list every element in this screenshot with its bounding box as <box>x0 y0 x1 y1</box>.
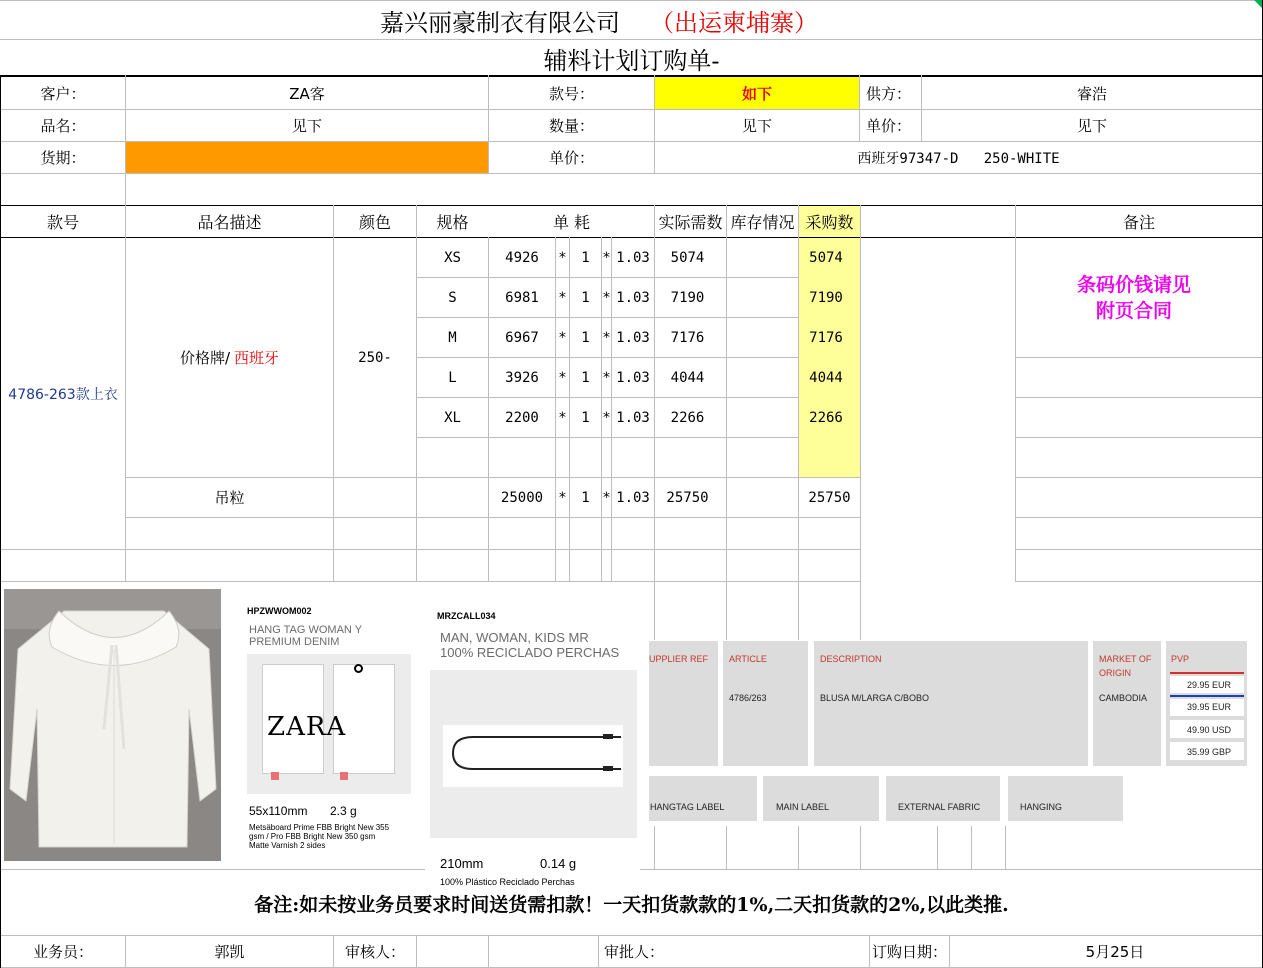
style-label: 款号： <box>548 84 594 103</box>
hanger-title-1: MAN, WOMAN, KIDS MR <box>440 630 589 645</box>
item2-need: 25750 <box>666 489 709 506</box>
item2-qty: 25000 <box>500 489 544 506</box>
style-no-value: 4786-263款上衣 <box>8 386 118 403</box>
hangtag-label-tag: HANGTAG LABEL <box>650 802 725 812</box>
pvp-red-line <box>1170 672 1244 674</box>
hanging-tag: HANGING <box>1020 802 1063 812</box>
item1-desc-market: 西班牙 <box>234 349 280 367</box>
row-mul1: * <box>558 409 567 426</box>
company-title <box>380 2 818 38</box>
item2-purchase: 25750 <box>808 489 851 506</box>
row-size: L <box>448 369 457 386</box>
hangtag-code: HPZWWOM002 <box>247 606 312 616</box>
row-need: 7176 <box>670 329 705 346</box>
qty-value: 见下 <box>741 117 772 135</box>
pvp-blue-line <box>1170 695 1244 697</box>
row-size: XS <box>444 249 461 266</box>
recycle-icon-2 <box>340 772 348 780</box>
order-date-label: 订购日期： <box>871 943 947 961</box>
pvp-label: PVP <box>1171 654 1190 664</box>
unit-price-value: 见下 <box>1076 117 1107 135</box>
row-qty: 6967 <box>505 329 539 346</box>
product-label: 品名： <box>40 117 86 135</box>
order-date-value: 5月25日 <box>1085 943 1145 961</box>
hangtag-spec-2: gsm / Pro FBB Bright New 350 gsm <box>249 832 376 841</box>
row-factor: 1.03 <box>616 369 650 386</box>
row-mul1: * <box>558 329 567 346</box>
sales-value: 郭凯 <box>214 943 245 961</box>
market-label-1: MARKET OF <box>1099 654 1152 664</box>
row-factor: 1.03 <box>616 329 650 346</box>
price-label-block <box>649 640 1249 826</box>
row-size: S <box>448 289 457 306</box>
hangtag-spec-3: Matte Varnish 2 sides <box>249 841 326 850</box>
hanger-title-2: 100% RECICLADO PERCHAS <box>440 645 620 660</box>
hanger-card <box>425 603 640 893</box>
row-unit: 1 <box>581 369 590 386</box>
row-mul2: * <box>602 409 611 426</box>
unit-price-label: 单价： <box>866 117 912 135</box>
hanger-size: 210mm <box>440 856 484 871</box>
remark-note-line2: 附页合同 <box>1095 300 1172 322</box>
item1-color: 250- <box>358 349 392 366</box>
col-spec: 规格 <box>436 213 469 232</box>
item2-unit: 1 <box>581 489 590 506</box>
row-mul2: * <box>602 249 611 266</box>
company-name: 嘉兴丽豪制衣有限公司 <box>380 8 620 37</box>
row-qty: 6981 <box>505 289 539 306</box>
row-mul2: * <box>602 369 611 386</box>
item2-mul2: * <box>602 489 611 506</box>
hanger-code: MRZCALL034 <box>437 611 496 621</box>
row-mul2: * <box>602 289 611 306</box>
cell-corner-marker <box>1254 0 1262 8</box>
hanger-inner <box>443 725 623 787</box>
market-label-2: ORIGIN <box>1099 668 1132 678</box>
main-label-tag: MAIN LABEL <box>776 802 830 812</box>
pvp-price-1: 29.95 EUR <box>1187 680 1232 690</box>
row-need: 5074 <box>670 249 705 266</box>
col-remarks: 备注 <box>1122 213 1155 232</box>
form-title: 辅料计划订购单- <box>543 46 720 75</box>
hangtag-weight: 2.3 g <box>330 804 357 818</box>
recycle-icon <box>271 772 279 780</box>
col-stock: 库存情况 <box>730 213 795 232</box>
row-mul1: * <box>558 249 567 266</box>
external-fabric-tag: EXTERNAL FABRIC <box>898 802 981 812</box>
destination-note: （出运柬埔寨） <box>650 8 818 37</box>
product-value: 见下 <box>291 117 322 135</box>
market-value: CAMBODIA <box>1099 693 1148 703</box>
product-photo <box>4 589 221 861</box>
customer-value: ZA客 <box>289 84 325 103</box>
customer-label: 客户： <box>40 84 86 103</box>
row-purchase: 7190 <box>809 289 843 306</box>
row-qty: 2200 <box>505 409 539 426</box>
hangtag-title-2: PREMIUM DENIM <box>249 636 340 648</box>
row-unit: 1 <box>581 329 590 346</box>
row-need: 2266 <box>670 409 705 426</box>
row-mul1: * <box>558 289 567 306</box>
supplier-label: 供方： <box>866 84 912 103</box>
row-purchase: 4044 <box>809 369 843 386</box>
row-factor: 1.03 <box>616 289 650 306</box>
row-factor: 1.03 <box>616 249 650 266</box>
hangtag-spec-1: Metsäboard Prime FBB Bright New 355 <box>249 823 390 832</box>
item1-description <box>126 238 333 477</box>
hangtag-size: 55x110mm <box>249 804 308 818</box>
col-style-no: 款号 <box>46 213 79 232</box>
description-value: BLUSA M/LARGA C/BOBO <box>820 693 930 703</box>
row-purchase: 2266 <box>809 409 843 426</box>
row-unit: 1 <box>581 289 590 306</box>
row-qty: 3926 <box>505 369 539 386</box>
supplier-value: 睿浩 <box>1076 84 1107 103</box>
tag-hole-icon <box>354 664 363 673</box>
row-factor: 1.03 <box>616 409 650 426</box>
item1-desc-prefix: 价格牌/ <box>179 349 231 367</box>
hangtag-title-1: HANG TAG WOMAN Y <box>249 624 363 636</box>
hanger-weight: 0.14 g <box>540 856 577 871</box>
delivery-value <box>126 142 488 173</box>
sales-label: 业务员： <box>32 943 93 961</box>
row-need: 7190 <box>670 289 705 306</box>
row-mul2: * <box>602 329 611 346</box>
row-purchase: 7176 <box>809 329 843 346</box>
article-label: ARTICLE <box>729 654 767 664</box>
item2-mul1: * <box>558 489 567 506</box>
price2-value: 西班牙97347-D 250-WHITE <box>857 150 1060 167</box>
price2-label: 单价： <box>548 149 594 167</box>
article-value: 4786/263 <box>729 693 767 703</box>
hangtag-card <box>240 598 416 868</box>
item2-description: 吊粒 <box>214 489 245 507</box>
hanger-material: 100% Plástico Reciclado Perchas <box>440 877 575 887</box>
approver-label: 审批人： <box>603 943 664 961</box>
hangtag-illustration <box>247 654 411 794</box>
footer-note: 备注:如未按业务员要求时间送货需扣款！一天扣货款款的1%,二天扣货款的2%,以此类推. <box>254 893 1009 916</box>
hanger-illustration <box>430 670 637 838</box>
col-consumption: 单 耗 <box>552 213 591 232</box>
col-color: 颜色 <box>358 213 391 232</box>
row-unit: 1 <box>581 249 590 266</box>
remark-note-line1: 条码价钱请见 <box>1076 274 1191 296</box>
remark-note <box>1016 268 1252 328</box>
row-size: M <box>448 329 457 346</box>
hangtag-brand: ZARA <box>267 712 347 742</box>
row-size: XL <box>444 409 461 426</box>
col-purchase: 采购数 <box>799 206 860 237</box>
qty-label: 数量： <box>548 117 594 135</box>
pvp-price-3: 49.90 USD <box>1187 725 1232 735</box>
row-unit: 1 <box>581 409 590 426</box>
row-purchase: 5074 <box>809 249 843 266</box>
description-label: DESCRIPTION <box>820 654 882 664</box>
reviewer-label: 审核人： <box>344 943 405 961</box>
row-mul1: * <box>558 369 567 386</box>
pvp-price-2: 39.95 EUR <box>1187 702 1232 712</box>
item2-factor: 1.03 <box>616 489 650 506</box>
row-need: 4044 <box>670 369 705 386</box>
col-description: 品名描述 <box>197 213 262 232</box>
supplier-ref-label: UPPLIER REF <box>649 654 709 664</box>
row-qty: 4926 <box>505 249 539 266</box>
delivery-label: 货期： <box>40 149 86 167</box>
col-actual-need: 实际需数 <box>658 213 723 232</box>
pvp-price-4: 35.99 GBP <box>1187 747 1232 757</box>
style-value: 如下 <box>655 77 859 109</box>
